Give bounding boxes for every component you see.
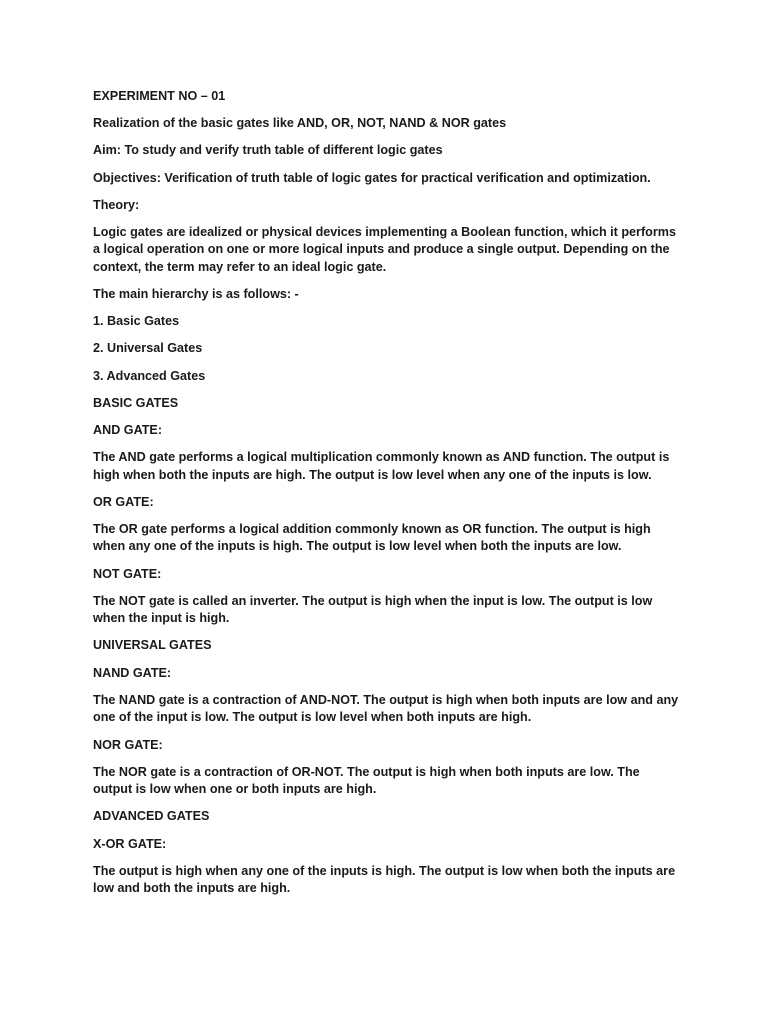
advanced-gates-heading: ADVANCED GATES bbox=[93, 809, 210, 824]
and-gate-paragraph: The AND gate performs a logical multiplication commonly known as AND function. The output is high when both the inputs are high. The output is low level when any one of the inputs is low. bbox=[93, 450, 670, 482]
hierarchy-item: 1. Basic Gates bbox=[93, 314, 180, 329]
hierarchy-intro: The main hierarchy is as follows: - bbox=[93, 287, 299, 302]
universal-gates-heading: UNIVERSAL GATES bbox=[93, 638, 212, 653]
and-gate-heading: AND GATE: bbox=[93, 423, 163, 438]
document-title: Realization of the basic gates like AND, OR, NOT, NAND & NOR gates bbox=[93, 116, 507, 131]
basic-gates-heading: BASIC GATES bbox=[93, 395, 179, 410]
theory-heading: Theory: bbox=[93, 197, 140, 212]
hierarchy-item: 3. Advanced Gates bbox=[93, 368, 206, 383]
document-body bbox=[93, 88, 681, 907]
nor-gate-heading: NOR GATE: bbox=[93, 737, 163, 752]
xor-gate-heading: X-OR GATE: bbox=[93, 836, 167, 851]
or-gate-heading: OR GATE: bbox=[93, 494, 154, 509]
theory-paragraph: Logic gates are idealized or physical devices implementing a Boolean function, which it performs a logical operation on one or more logical inputs and produce a single output. Depending on the context, the term may refer to an ideal logic gate. bbox=[93, 225, 676, 274]
aim-text: Aim: To study and verify truth table of different logic gates bbox=[93, 143, 443, 158]
xor-gate-paragraph: The output is high when any one of the inputs is high. The output is low when both the inputs are low and both the inputs are high. bbox=[93, 863, 676, 896]
nand-gate-heading: NAND GATE: bbox=[93, 665, 172, 680]
objectives-text: Objectives: Verification of truth table of logic gates for practical verification and optimization. bbox=[93, 170, 651, 185]
not-gate-heading: NOT GATE: bbox=[93, 566, 162, 581]
not-gate-paragraph: The NOT gate is called an inverter. The output is high when the input is low. The output is low when the input is high. bbox=[93, 593, 653, 626]
hierarchy-item: 2. Universal Gates bbox=[93, 341, 203, 356]
nor-gate-paragraph: The NOR gate is a contraction of OR-NOT. The output is high when both inputs are low. The output is low when one or both inputs are high. bbox=[93, 764, 640, 797]
nand-gate-paragraph: The NAND gate is a contraction of AND-NOT. The output is high when both inputs are low and any one of the input is low. The output is low level when both inputs are high. bbox=[93, 692, 679, 725]
or-gate-paragraph: The OR gate performs a logical addition commonly known as OR function. The output is high when any one of the inputs is high. The output is low level when both the inputs are low. bbox=[93, 522, 651, 554]
experiment-number: EXPERIMENT NO – 01 bbox=[93, 89, 226, 103]
